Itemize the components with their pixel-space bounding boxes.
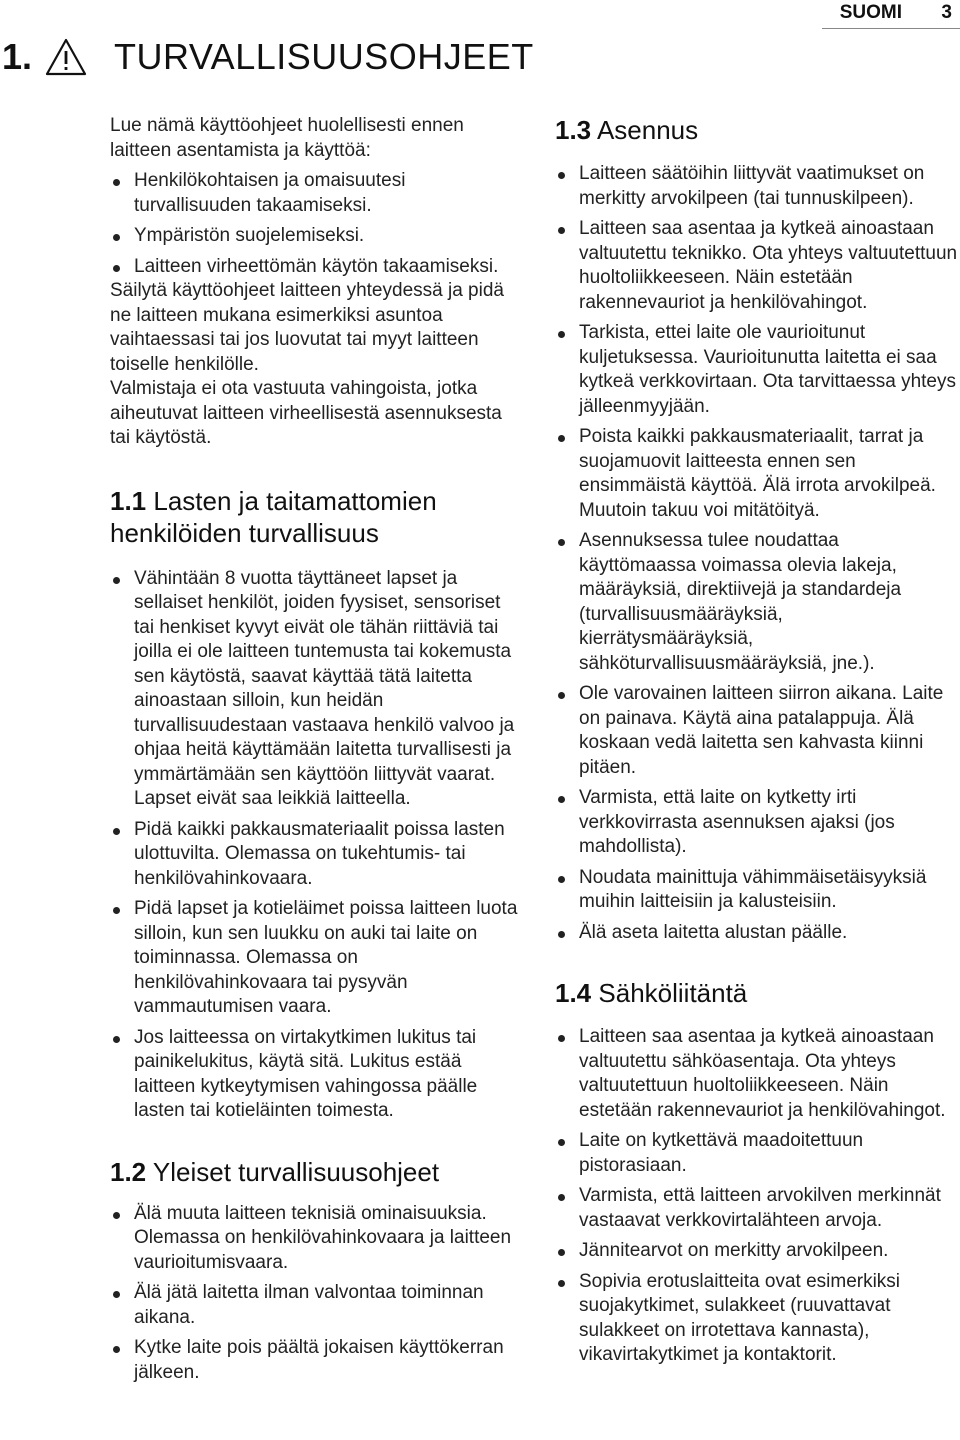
main-heading xyxy=(2,36,534,78)
main-heading-text: TURVALLISUUSOHJEET xyxy=(114,36,534,77)
list-item: Varmista, että laitteen arvokilven merkinnät vastaavat verkkovirtalähteen arvoja. xyxy=(555,1184,960,1233)
section-title: Asennus xyxy=(596,115,699,145)
list-item: Kytke laite pois päältä jokaisen käyttökerran jälkeen. xyxy=(110,1336,520,1385)
section-title: Sähköliitäntä xyxy=(598,978,748,1008)
list-item: Jos laitteessa on virtakytkimen lukitus tai painikelukitus, käytä sitä. Lukitus estää laitteen kytkeytymisen vahingossa päälle lasten tai kotieläinten toimesta. xyxy=(110,1026,520,1124)
list-item: Älä aseta laitetta alustan päälle. xyxy=(555,921,960,946)
list-item: Sopivia erotuslaitteita ovat esimerkiksi suojakytkimet, sulakkeet (ruuvattavat sulakkeet on irrotettava kannasta), vikavirtakytkimet ja kontaktorit. xyxy=(555,1270,960,1368)
list-item: Älä jätä laitetta ilman valvontaa toiminnan aikana. xyxy=(110,1281,520,1330)
section-number: 1.1 xyxy=(110,485,147,516)
list-item: Laitteen säätöihin liittyvät vaatimukset on merkitty arvokilpeen (tai tunnuskilpeen). xyxy=(555,162,960,211)
list-item: Tarkista, ettei laite ole vaurioitunut kuljetuksessa. Vaurioitunutta laitetta ei saa kytkeä verkkovirtaan. Ota tarvittaessa yhteys jälleenmyyjään. xyxy=(555,321,960,419)
section-1-1-list xyxy=(110,567,520,1124)
list-item: Laitteen virheettömän käytön takaamiseksi. xyxy=(110,255,520,280)
list-item: Pidä kaikki pakkausmateriaalit poissa lasten ulottuvilta. Olemassa on tukehtumis- tai henkilövahinkovaara. xyxy=(110,818,520,892)
section-heading-1-4 xyxy=(555,977,960,1009)
intro-lead: Lue nämä käyttöohjeet huolellisesti ennen laitteen asentamista ja käyttöä: xyxy=(110,115,464,161)
section-number: 1.3 xyxy=(555,115,592,145)
section-title: Lasten ja taitamattomien henkilöiden turvallisuus xyxy=(110,485,437,548)
section-heading-1-3 xyxy=(555,114,960,146)
list-item: Vähintään 8 vuotta täyttäneet lapset ja sellaiset henkilöt, joiden fyysiset, sensoriset tai henkiset kyvyt eivät ole tähän riittäviä tai joilla ei ole laitteen tuntemusta tai kokemusta sen käytöstä, saavat käyttää tätä laitetta ainoastaan silloin, kun heidän turvallisuudestaan vastaava henkilö valvoo ja ohjaa heitä käyttämään laitetta turvallisesti ja ymmärtämään sen käyttöön liittyvät vaarat. Lapset eivät saa leikkiä laitteella. xyxy=(110,567,520,812)
list-item: Pidä lapset ja kotieläimet poissa laitteen luota silloin, kun sen luukku on auki tai laite on toiminnassa. Olemassa on henkilövahinkovaara tai pysyvän vammautumisen vaara. xyxy=(110,897,520,1020)
section-1-3-list xyxy=(555,162,960,945)
right-column xyxy=(555,114,960,1374)
intro-paragraph: Säilytä käyttöohjeet laitteen yhteydessä ja pidä ne laitteen mukana esimerkiksi asuntoa vaihtaessasi tai jos luovutat tai myyt laitteen toiselle henkilölle. xyxy=(110,280,504,375)
list-item: Laitteen saa asentaa ja kytkeä ainoastaan valtuutettu teknikko. Ota yhteys valtuutettuun huoltoliikkeeseen. Näin estetään rakennevauriot ja henkilövahingot. xyxy=(555,217,960,315)
list-item: Henkilökohtaisen ja omaisuutesi turvallisuuden takaamiseksi. xyxy=(110,169,520,218)
warning-triangle-icon xyxy=(44,37,88,77)
section-title: Yleiset turvallisuusohjeet xyxy=(152,1156,440,1187)
section-number: 1.4 xyxy=(555,978,592,1008)
list-item: Asennuksessa tulee noudattaa käyttömaassa voimassa olevia lakeja, määräyksiä, direktiivejä ja standardeja (turvallisuusmääräyksiä, kierrätysmääräyksiä, sähköturvallisuusmääräyksiä, jne.). xyxy=(555,529,960,676)
list-item: Ympäristön suojelemiseksi. xyxy=(110,224,520,249)
section-1-4-list xyxy=(555,1025,960,1368)
intro-paragraph: Valmistaja ei ota vastuuta vahingoista, jotka aiheutuvat laitteen virheellisestä asennuksesta tai käytöstä. xyxy=(110,378,502,448)
list-item: Poista kaikki pakkausmateriaalit, tarrat ja suojamuovit laitteesta ennen sen ensimmäistä käyttöä. Älä irrota arvokilpeä. Muutoin takuu voi mitätöityä. xyxy=(555,425,960,523)
list-item: Ole varovainen laitteen siirron aikana. Laite on painava. Käytä aina patalappuja. Älä koskaan vedä laitetta sen kahvasta kiinni pitäen. xyxy=(555,682,960,780)
list-item: Jännitearvot on merkitty arvokilpeen. xyxy=(555,1239,960,1264)
left-column xyxy=(110,114,520,1391)
section-1-2-list xyxy=(110,1202,520,1386)
intro-list xyxy=(110,169,520,279)
section-number: 1.2 xyxy=(110,1156,147,1187)
list-item: Älä muuta laitteen teknisiä ominaisuuksia. Olemassa on henkilövahinkovaara ja laitteen vaurioitumisvaara. xyxy=(110,1202,520,1276)
language-label: SUOMI xyxy=(839,2,902,23)
main-heading-number: 1. xyxy=(2,36,33,77)
list-item: Varmista, että laite on kytketty irti verkkovirrasta asennuksen ajaksi (jos mahdollista). xyxy=(555,786,960,860)
page-number: 3 xyxy=(941,2,952,23)
header-divider xyxy=(822,28,960,29)
section-heading-1-1 xyxy=(110,485,520,549)
list-item: Laite on kytkettävä maadoitettuun pistorasiaan. xyxy=(555,1129,960,1178)
list-item: Noudata mainittuja vähimmäisetäisyyksiä muihin laitteisiin ja kalusteisiin. xyxy=(555,866,960,915)
section-heading-1-2 xyxy=(110,1156,520,1188)
list-item: Laitteen saa asentaa ja kytkeä ainoastaan valtuutettu sähköasentaja. Ota yhteys valtuutettuun huoltoliikkeeseen. Näin estetään rakennevauriot ja henkilövahingot. xyxy=(555,1025,960,1123)
